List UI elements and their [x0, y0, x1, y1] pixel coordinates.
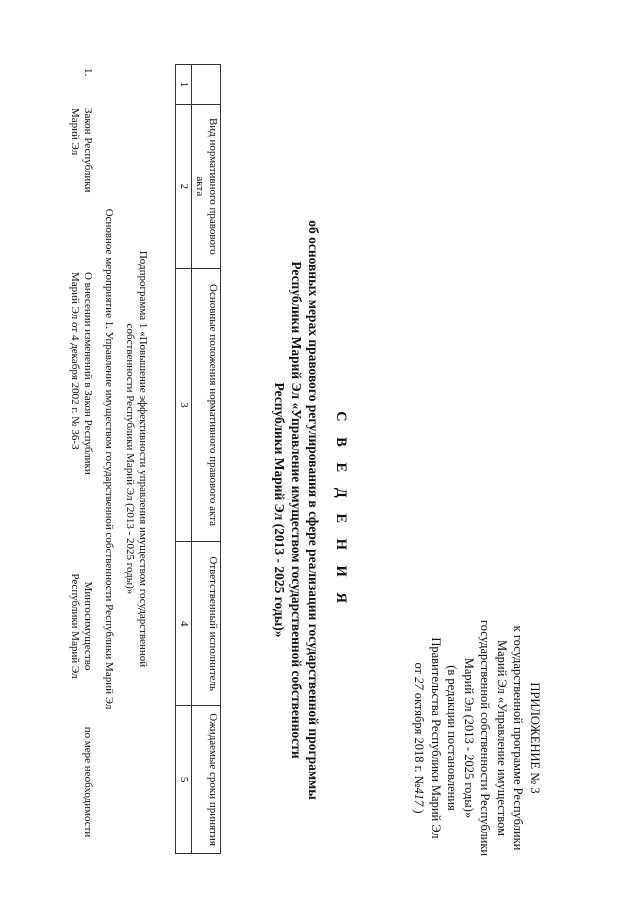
header-cell: Основные положения нормативного правового акта	[192, 268, 221, 542]
approval-date-line	[411, 608, 428, 868]
header-cell: Ожидаемые сроки принятия	[192, 706, 221, 854]
approval-line: (в редакции постановления	[445, 665, 460, 811]
table-header-row	[192, 65, 221, 854]
number-cell: 1	[176, 65, 192, 105]
measure-row	[102, 64, 115, 854]
number-cell: 3	[176, 268, 192, 542]
row-type-line: Марий Эл	[69, 108, 81, 156]
number-cell: 5	[176, 706, 192, 854]
document-heading	[271, 210, 349, 810]
subprogram-line: собственности Республики Марий Эл (2013 - 2025 годы)»	[124, 323, 136, 595]
row-content-line: Марий Эл от 4 декабря 2002 г. № 36-З	[69, 272, 81, 450]
measures-table	[175, 64, 221, 854]
row-content-line: О внесении изменений в Закон Республики	[82, 272, 94, 475]
approval-line: Марий Эл (2013 - 2025 годы)»	[462, 657, 476, 819]
table-row	[64, 64, 94, 854]
row-executor-line: Республики Марий Эл	[69, 573, 81, 679]
doc-number: 417	[412, 787, 427, 807]
row-type-line: Закон Республики	[82, 108, 94, 193]
row-executor-line: Мингосимущество	[82, 581, 94, 671]
approval-line: государственной собственности Республики	[478, 619, 493, 857]
header-cell	[192, 65, 221, 105]
date-day: 27	[412, 677, 427, 690]
approval-block	[411, 608, 543, 868]
heading-line: Республики Марий Эл (2013 - 2025 годы)»	[272, 382, 287, 638]
row-content	[68, 272, 94, 542]
table-number-row	[176, 65, 192, 854]
row-executor	[68, 546, 94, 706]
row-number: 1.	[82, 68, 94, 77]
date-prefix: от	[412, 662, 427, 675]
approval-line: Марий Эл «Управление имуществом	[495, 639, 509, 836]
approval-line: ПРИЛОЖЕНИЕ № 3	[528, 682, 542, 794]
subprogram-line: Подпрограмма 1 «Повышение эффективности управления имуществом государственной	[137, 250, 149, 668]
header-cell: Вид нормативного правового акта	[192, 104, 221, 268]
measure-text: Основное мероприятие 1. Управление имуществом государственной собственности Республики Марий Эл	[103, 208, 115, 710]
row-type	[68, 108, 94, 268]
approval-line: к государственной программе Республики	[511, 625, 526, 851]
heading-line: об основных мерах правового регулирования в сфере реализации государственной программы	[306, 220, 321, 800]
row-term: по мере необходимости	[82, 726, 94, 838]
table-body	[64, 64, 149, 854]
subprogram-row	[123, 64, 149, 854]
heading-word: С В Е Д Е Н И Я	[333, 411, 349, 609]
approval-line: Правительства Республики Марий Эл	[429, 637, 443, 839]
date-suffix: )	[412, 809, 427, 814]
number-cell: 2	[176, 104, 192, 268]
heading-line: Республики Марий Эл «Управление имуществом государственной собственности	[289, 261, 304, 759]
number-cell: 4	[176, 542, 192, 706]
date-rest: октября 2018 г. №	[412, 692, 427, 788]
header-cell: Ответственный исполнитель	[192, 542, 221, 706]
